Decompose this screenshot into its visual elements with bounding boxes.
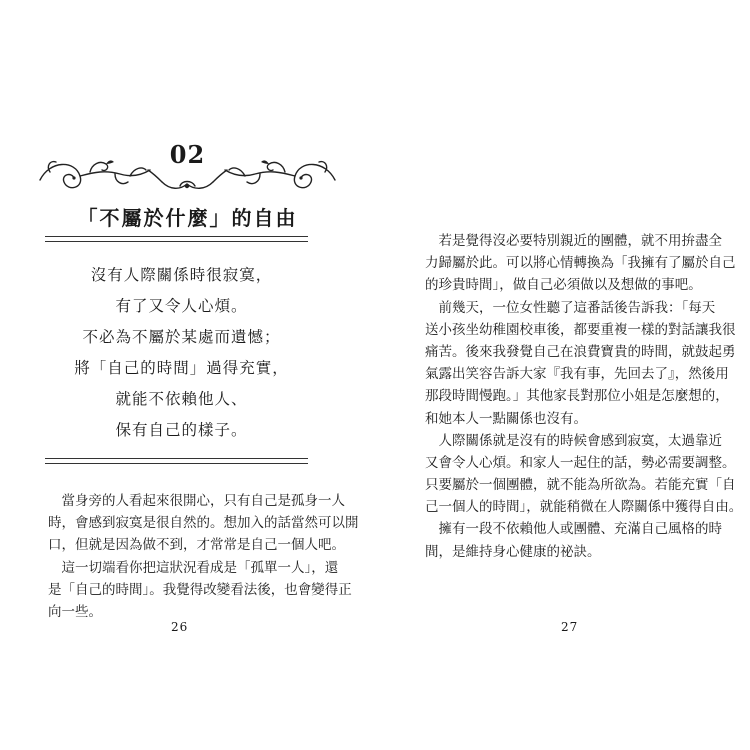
ornamental-flourish [30,150,345,200]
text-line: 是「自己的時間」。我覺得改變看法後，也會變得正 [48,581,352,598]
text-line: 的珍貴時間」，做自己必須做以及想做的事吧。 [425,277,702,294]
paragraph [425,297,736,430]
text-line: 時，會感到寂寞是很自然的。想加入的話當然可以開 [48,515,359,532]
epigraph-poem [45,260,318,446]
paragraph [425,230,736,297]
paragraph [425,518,722,562]
chapter-title: 「不屬於什麼」的自由 [77,206,298,230]
text-line: 人際關係就是沒有的時候會感到寂寞，太過靠近 [425,432,722,449]
text-line: 和她本人一點關係也沒有。 [425,410,587,427]
divider-line [45,463,308,464]
poem-line: 保有自己的樣子。 [115,421,248,439]
text-line: 痛苦。後來我發覺自己在浪費寶貴的時間，就鼓起勇 [425,343,736,360]
text-line: 送小孩坐幼稚園校車後，都要重複一樣的對話讓我很 [425,321,736,338]
text-line: 只要屬於一個團體，就不能為所欲為。若能充實「自 [425,477,736,494]
divider-line [45,236,308,237]
poem-line: 不必為不屬於某處而遺憾； [82,328,281,346]
text-line: 這一切端看你把這狀況看成是「孤單一人」，還 [48,559,339,576]
text-line: 前幾天，一位女性聽了這番話後告訴我：「每天 [425,299,716,316]
text-line: 當身旁的人看起來很開心，只有自己是孤身一人 [48,493,345,509]
text-line: 間，是維持身心健康的祕訣。 [425,543,601,560]
text-line: 力歸屬於此。可以將心情轉換為「我擁有了屬於自己 [425,255,736,272]
text-line: 若是覺得沒必要特別親近的團體，就不用拚盡全 [425,233,722,249]
poem-line: 就能不依賴他人、 [115,390,248,408]
paragraph [48,557,352,624]
text-line: 擁有一段不依賴他人或團體、充滿自己風格的時 [425,521,722,538]
text-line: 氣露出笑容告訴大家『我有事，先回去了』，然後用 [425,366,729,383]
divider-line [45,458,308,459]
page-number: 26 [171,620,189,634]
divider-line [45,241,308,242]
body-text [48,490,359,623]
text-line: 那段時間慢跑。」其他家長對那位小姐是怎麼想的， [425,388,729,405]
chapter-number: 02 [169,140,206,169]
paragraph [425,430,743,519]
poem-line: 有了又令人心煩。 [115,297,248,315]
text-line: 向一些。 [48,603,102,620]
poem-line: 將「自己的時間」過得充實， [74,359,289,377]
text-line: 又會令人心煩。和家人一起住的話，勢必需要調整。 [425,454,736,471]
paragraph [48,490,359,557]
poem-line: 沒有人際關係時很寂寞， [90,266,273,284]
body-text [425,230,743,563]
page-number: 27 [561,620,579,634]
text-line: 己一個人的時間」，就能稍微在人際關係中獲得自由。 [425,499,743,516]
text-line: 口，但就是因為做不到，才常常是自己一個人吧。 [48,537,345,554]
